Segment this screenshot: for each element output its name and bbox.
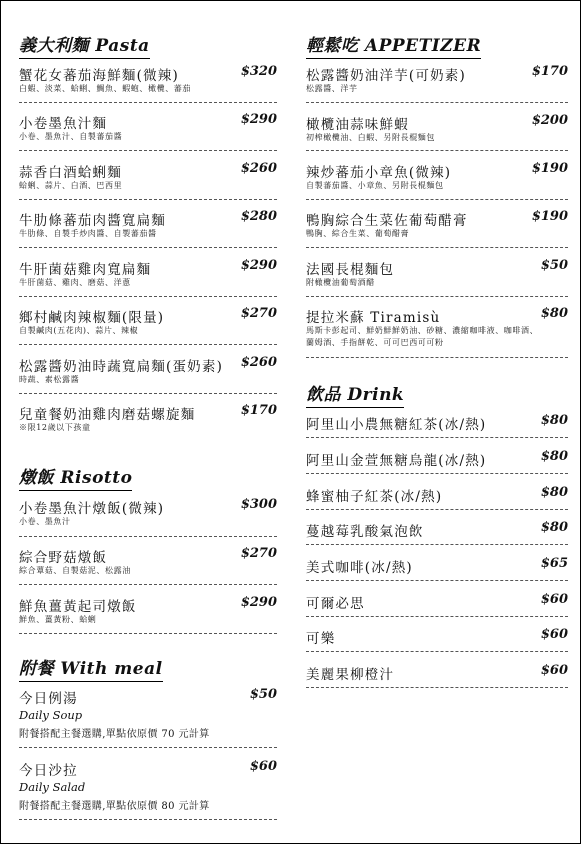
item-name: 提拉米蘇 Tiramisù [306, 310, 441, 326]
divider [306, 473, 568, 474]
item-name: 蒜香白酒蛤蜊麵 [19, 165, 122, 181]
item-name: 鮮魚薑黃起司燉飯 [19, 599, 137, 615]
item-name: 兒童餐奶油雞肉磨菇螺旋麵 [19, 407, 196, 423]
item-price: $200 [531, 113, 568, 128]
divider [306, 247, 568, 248]
item-desc: 自製蕃茄醬、小章魚、另附長棍麵包 [306, 181, 444, 190]
divider [306, 616, 568, 617]
item-name: 辣炒蕃茄小章魚(微辣) [306, 165, 452, 181]
item-price: $290 [240, 258, 277, 273]
divider [306, 199, 568, 200]
section-title-pasta: 義大利麵 Pasta [19, 31, 150, 56]
divider [19, 344, 277, 345]
item-desc: 牛肋條、自製手炒肉醬、自製蕃茄醬 [19, 229, 157, 238]
item-price: $190 [531, 161, 568, 176]
item-name: 法國長棍麵包 [306, 262, 395, 278]
item-name: 松露醬奶油洋芋(可奶素) [306, 68, 466, 84]
item-name: 美式咖啡(冰/熱) [306, 560, 413, 576]
item-price: $80 [540, 306, 568, 321]
item-desc: 附橄欖油葡萄酒醋 [306, 278, 375, 287]
item-desc: 自製鹹肉(五花肉)、蒜片、辣椒 [19, 326, 139, 335]
divider [19, 393, 277, 394]
divider [19, 584, 277, 585]
section-title-appetizer: 輕鬆吃 APPETIZER [306, 31, 481, 56]
divider [306, 509, 568, 510]
item-desc: 松露醬、洋芋 [306, 84, 358, 93]
divider [19, 247, 277, 248]
item-desc: 蛤蜊、蒜片、白酒、巴西里 [19, 181, 123, 190]
item-price: $270 [240, 546, 277, 561]
item-desc: 時蔬、素松露醬 [19, 375, 80, 384]
section-title-risotto: 燉飯 Risotto [19, 463, 132, 488]
section-title-drink: 飲品 Drink [306, 380, 404, 405]
item-name: 蔓越莓乳酸氣泡飲 [306, 524, 424, 540]
divider [306, 102, 568, 103]
section-title-with-meal: 附餐 With meal [19, 654, 163, 679]
item-desc: 綜合蕈菇、自製菇泥、松露油 [19, 566, 131, 575]
item-price: $170 [240, 403, 277, 418]
item-name: 可樂 [306, 631, 336, 647]
item-desc: 牛肝菌菇、雞肉、磨菇、洋蔥 [19, 278, 131, 287]
item-price: $290 [240, 595, 277, 610]
item-name: 牛肝菌菇雞肉寬扁麵 [19, 262, 152, 278]
divider [19, 536, 277, 537]
divider [306, 580, 568, 581]
item-price: $65 [540, 556, 568, 571]
divider [19, 296, 277, 297]
item-desc-line2: 蘭姆酒、手指餅乾、可可巴西可可粉 [306, 338, 444, 347]
item-price: $80 [540, 520, 568, 535]
item-name: 蜂蜜柚子紅茶(冰/熱) [306, 489, 443, 505]
item-name: 小卷墨魚汁燉飯(微辣) [19, 501, 165, 517]
item-name: 美麗果柳橙汁 [306, 667, 395, 683]
item-name: 阿里山小農無糖紅茶(冰/熱) [306, 417, 487, 433]
item-desc: 小卷、墨魚汁 [19, 517, 71, 526]
divider [306, 437, 568, 438]
item-price: $60 [540, 627, 568, 642]
divider [306, 544, 568, 545]
divider [19, 102, 277, 103]
divider [19, 747, 277, 748]
divider [19, 633, 277, 634]
item-name: 橄欖油蒜味鮮蝦 [306, 117, 409, 133]
item-price: $60 [540, 592, 568, 607]
item-price: $190 [531, 209, 568, 224]
item-note: 附餐搭配主餐選購,單點依原價 70 元計算 [19, 729, 210, 740]
divider [306, 150, 568, 151]
item-desc: 鴨胸、綜合生菜、葡萄醋膏 [306, 229, 410, 238]
item-desc: ※限12歲以下孩童 [19, 423, 91, 432]
item-price: $60 [540, 663, 568, 678]
item-name: 蟹花女蕃茄海鮮麵(微辣) [19, 68, 179, 84]
item-desc: 鮮魚、薑黃粉、蛤蜊 [19, 615, 97, 624]
item-desc: 白蝦、淡菜、蛤蜊、鯛魚、蝦蚫、橄欖、蕃茄 [19, 84, 191, 93]
item-desc: 馬斯卡彭起司、鮮奶鮮鮮奶油、砂糖、濃縮咖啡液、咖啡酒、 [306, 326, 539, 335]
item-name: 今日例湯 [19, 691, 78, 707]
item-name: 小卷墨魚汁麵 [19, 116, 108, 132]
item-name: 今日沙拉 [19, 763, 78, 779]
item-price: $260 [240, 355, 277, 370]
item-name: 綜合野菇燉飯 [19, 550, 108, 566]
item-price: $80 [540, 485, 568, 500]
item-price: $60 [249, 759, 277, 774]
divider [19, 819, 277, 820]
item-price: $280 [240, 209, 277, 224]
item-price: $80 [540, 413, 568, 428]
item-price: $50 [540, 258, 568, 273]
divider [306, 357, 568, 358]
item-note: 附餐搭配主餐選購,單點依原價 80 元計算 [19, 801, 210, 812]
item-price: $290 [240, 112, 277, 127]
item-english-name: Daily Salad [19, 780, 86, 794]
item-name: 阿里山金萱無糖烏龍(冰/熱) [306, 453, 487, 469]
item-name: 牛肋條蕃茄肉醬寬扁麵 [19, 213, 166, 229]
divider [306, 296, 568, 297]
item-price: $260 [240, 161, 277, 176]
item-name: 松露醬奶油時蔬寬扁麵(蛋奶素) [19, 359, 224, 375]
item-name: 可爾必思 [306, 596, 365, 612]
item-price: $300 [240, 497, 277, 512]
item-price: $270 [240, 306, 277, 321]
item-desc: 小卷、墨魚汁、自製蕃茄醬 [19, 132, 123, 141]
item-price: $80 [540, 449, 568, 464]
item-name: 鄉村鹹肉辣椒麵(限量) [19, 310, 165, 326]
divider [306, 687, 568, 688]
divider [306, 651, 568, 652]
divider [19, 150, 277, 151]
item-english-name: Daily Soup [19, 708, 83, 722]
item-price: $320 [240, 64, 277, 79]
item-desc: 初榨橄欖油、白蝦、另附長棍麵包 [306, 133, 435, 142]
item-name: 鴨胸綜合生菜佐葡萄醋膏 [306, 213, 468, 229]
item-price: $50 [249, 687, 277, 702]
divider [19, 199, 277, 200]
item-price: $170 [531, 64, 568, 79]
